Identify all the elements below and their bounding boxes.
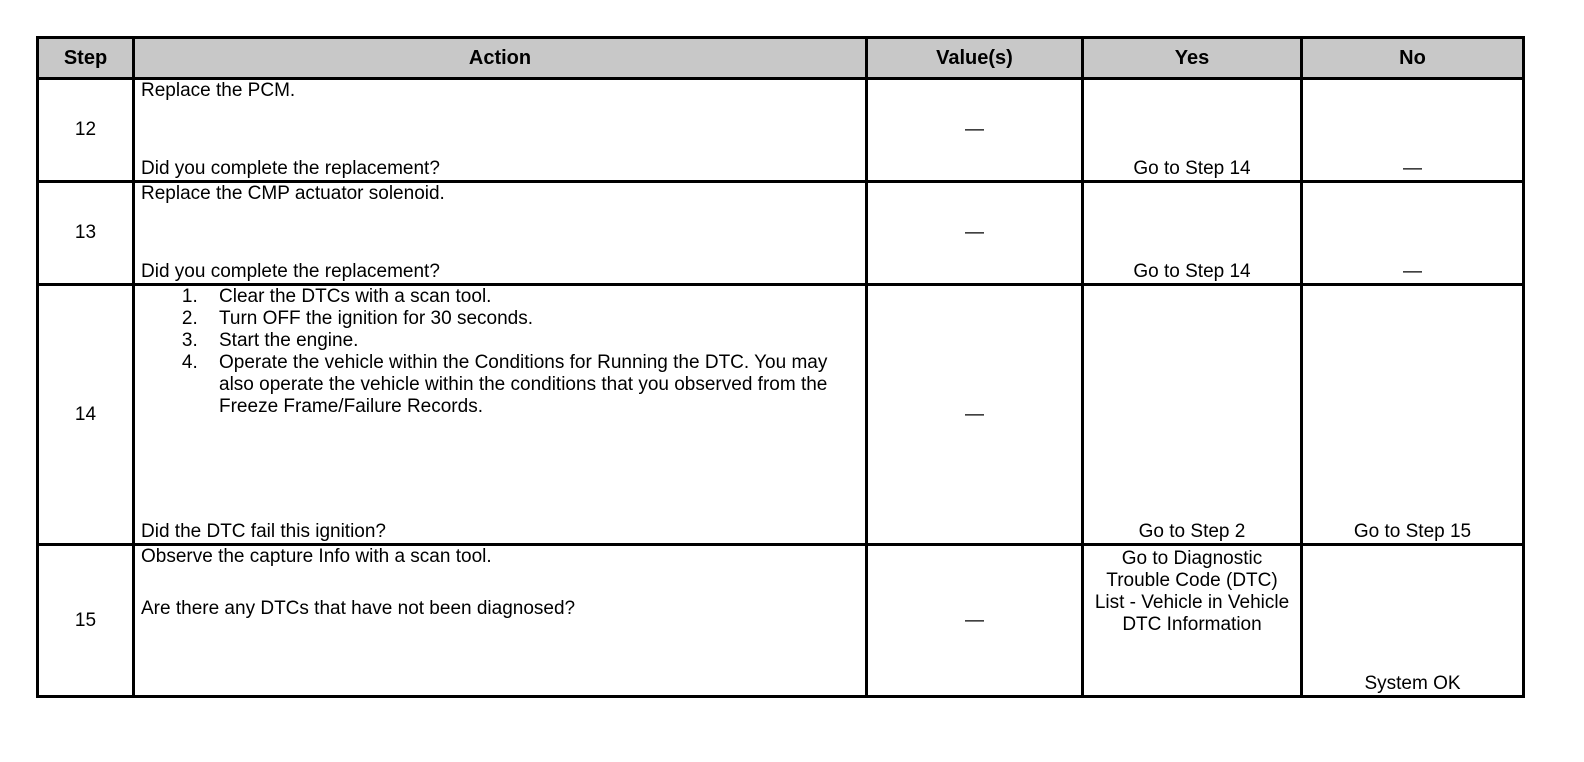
value-cell: — bbox=[867, 79, 1083, 182]
action-instruction: Replace the CMP actuator solenoid. bbox=[141, 183, 445, 204]
no-cell: — bbox=[1302, 182, 1524, 285]
substep-item: 2. Turn OFF the ignition for 30 seconds. bbox=[203, 308, 859, 330]
step-number: 14 bbox=[38, 285, 134, 545]
no-cell: Go to Step 15 bbox=[1302, 285, 1524, 545]
table-row bbox=[38, 182, 1524, 285]
action-question: Did the DTC fail this ignition? bbox=[141, 521, 386, 542]
header-values: Value(s) bbox=[867, 38, 1083, 79]
value-cell: — bbox=[867, 545, 1083, 697]
header-yes: Yes bbox=[1083, 38, 1302, 79]
table-row bbox=[38, 285, 1524, 545]
action-cell bbox=[134, 79, 867, 182]
header-action: Action bbox=[134, 38, 867, 79]
yes-cell: Go to Step 2 bbox=[1083, 285, 1302, 545]
table-row bbox=[38, 545, 1524, 697]
value-cell: — bbox=[867, 182, 1083, 285]
step-number: 13 bbox=[38, 182, 134, 285]
action-question: Did you complete the replacement? bbox=[141, 261, 440, 282]
action-cell bbox=[134, 182, 867, 285]
substep-item: 1. Clear the DTCs with a scan tool. bbox=[203, 286, 859, 308]
step-number: 12 bbox=[38, 79, 134, 182]
substep-item: 4. Operate the vehicle within the Conditions for Running the DTC. You may also operate the vehicle within the conditions that you observed from the Freeze Frame/Failure Records. bbox=[203, 352, 859, 418]
action-instruction: Replace the PCM. bbox=[141, 80, 296, 101]
substep-list bbox=[141, 286, 859, 418]
no-cell: — bbox=[1302, 79, 1524, 182]
no-cell: System OK bbox=[1302, 545, 1524, 697]
yes-cell: Go to Step 14 bbox=[1083, 79, 1302, 182]
value-cell: — bbox=[867, 285, 1083, 545]
diagnostic-table bbox=[36, 36, 1525, 698]
action-question: Are there any DTCs that have not been diagnosed? bbox=[141, 598, 576, 619]
substep-item: 3. Start the engine. bbox=[203, 330, 859, 352]
action-instruction: Observe the capture Info with a scan tool. bbox=[141, 546, 492, 567]
header-step: Step bbox=[38, 38, 134, 79]
yes-cell: Go to Diagnostic Trouble Code (DTC) List - Vehicle in Vehicle DTC Information bbox=[1083, 545, 1302, 697]
action-cell bbox=[134, 285, 867, 545]
action-question: Did you complete the replacement? bbox=[141, 158, 440, 179]
table-row bbox=[38, 79, 1524, 182]
action-cell bbox=[134, 545, 867, 697]
step-number: 15 bbox=[38, 545, 134, 697]
header-row bbox=[38, 38, 1524, 79]
header-no: No bbox=[1302, 38, 1524, 79]
yes-cell: Go to Step 14 bbox=[1083, 182, 1302, 285]
